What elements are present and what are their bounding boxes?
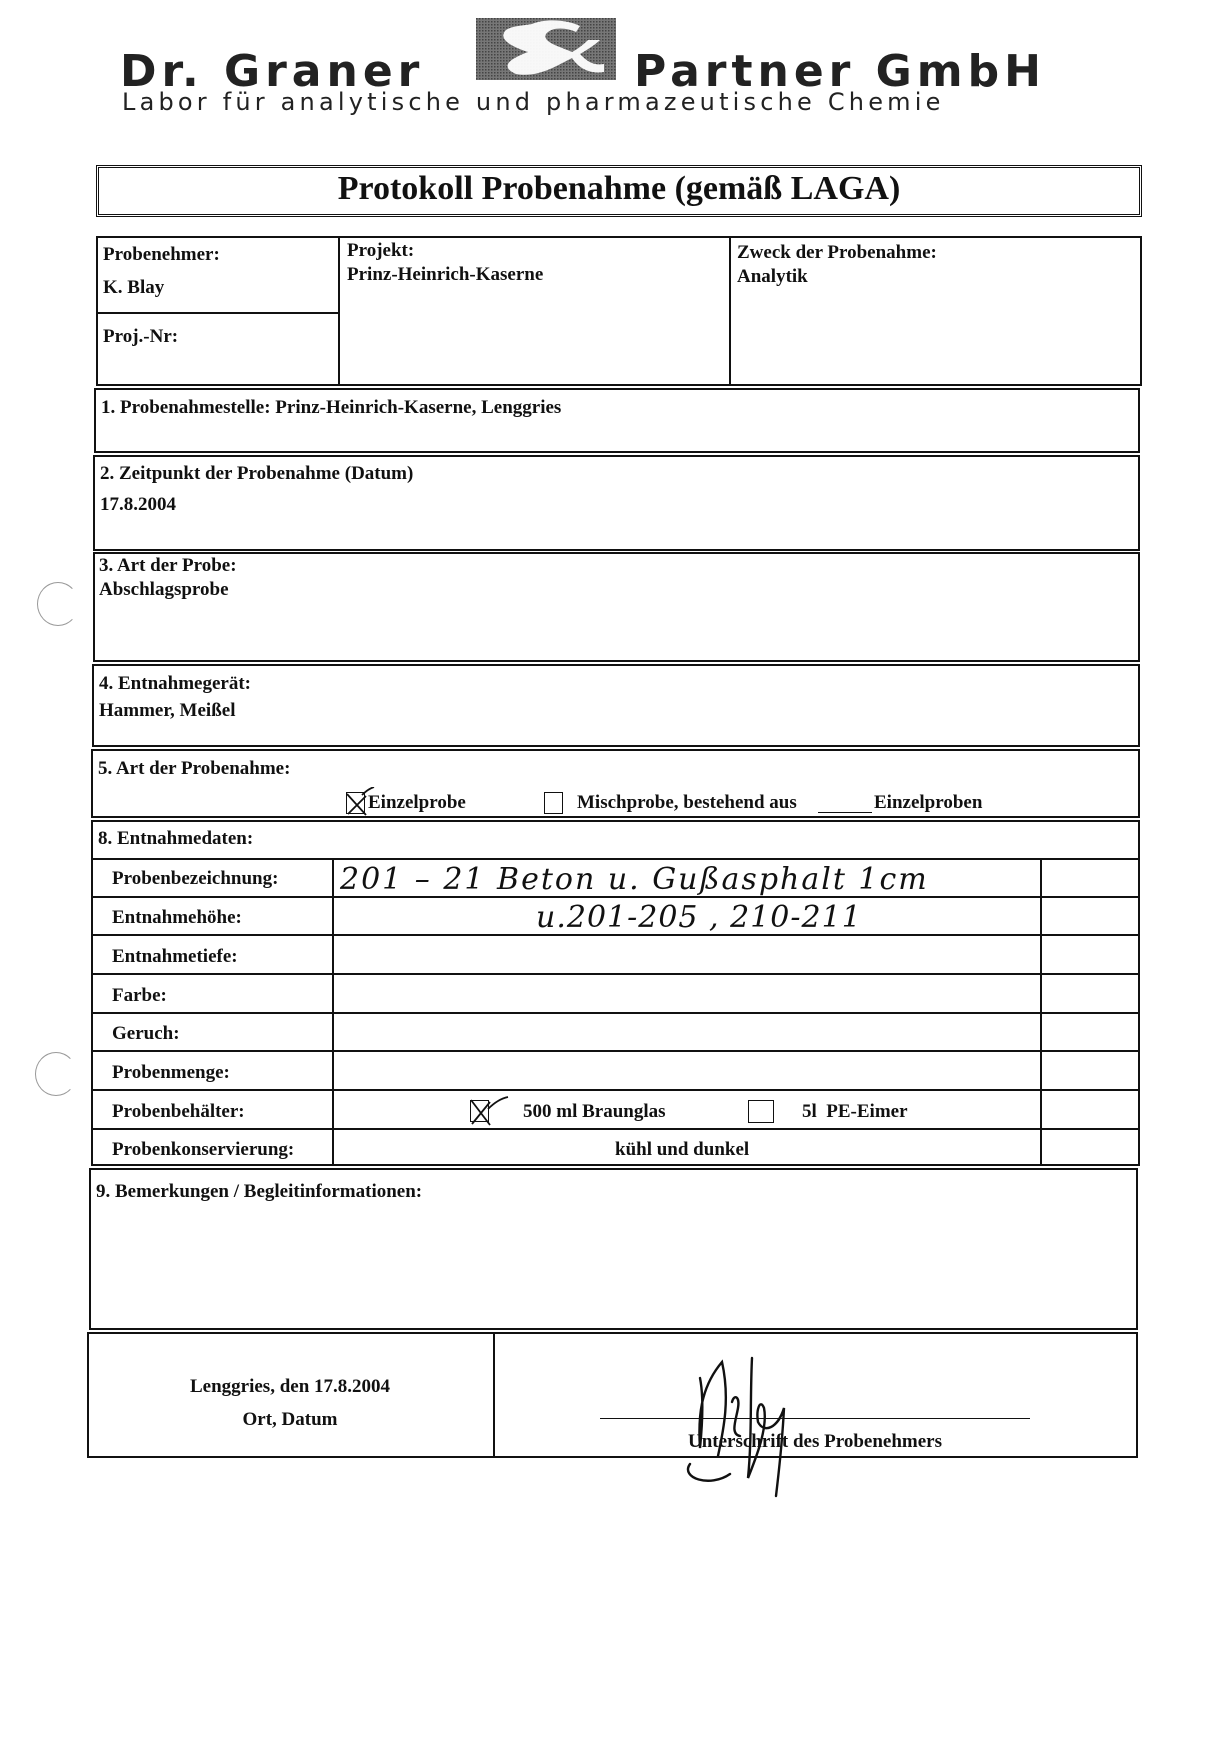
letterhead-name-left: Dr. Graner xyxy=(120,46,425,97)
footer-signature-label: Unterschrift des Probenehmers xyxy=(688,1431,942,1452)
ampersand-logo xyxy=(476,18,616,80)
pe-eimer-checkbox[interactable] xyxy=(748,1100,774,1123)
projekt-label: Projekt: xyxy=(347,240,415,261)
mischprobe-suffix: Einzelproben xyxy=(874,792,983,813)
row-label-probenbezeichnung: Probenbezeichnung: xyxy=(112,868,279,889)
page-title: Protokoll Probenahme (gemäß LAGA) xyxy=(337,170,901,207)
row-label-entnahmehoehe: Entnahmehöhe: xyxy=(112,907,242,928)
signature-image xyxy=(660,1338,820,1498)
section-3-value: Abschlagsprobe xyxy=(99,579,229,600)
punch-hole-bottom xyxy=(35,1052,77,1096)
handwritten-entnahmehoehe: u.201-205 , 210-211 xyxy=(536,900,862,935)
braunglas-label: 500 ml Braunglas xyxy=(523,1101,666,1122)
braunglas-checkbox[interactable] xyxy=(470,1100,489,1122)
projekt-value: Prinz-Heinrich-Kaserne xyxy=(347,264,544,285)
punch-hole-top xyxy=(37,582,79,626)
section-2-value: 17.8.2004 xyxy=(100,494,176,515)
section-4-label: 4. Entnahmegerät: xyxy=(99,673,251,694)
row-label-probenmenge: Probenmenge: xyxy=(112,1062,230,1083)
konservierung-value: kühl und dunkel xyxy=(615,1139,750,1160)
probenehmer-label: Probenehmer: xyxy=(103,244,220,265)
section-9-label: 9. Bemerkungen / Begleitinformationen: xyxy=(96,1181,423,1202)
section-5-label: 5. Art der Probenahme: xyxy=(98,758,291,779)
zweck-value: Analytik xyxy=(737,266,808,287)
row-label-probenkonservierung: Probenkonservierung: xyxy=(112,1139,295,1160)
header-frame xyxy=(96,236,1142,386)
row-label-geruch: Geruch: xyxy=(112,1023,180,1044)
section-8-label: 8. Entnahmedaten: xyxy=(98,828,254,849)
zweck-label: Zweck der Probenahme: xyxy=(737,242,937,263)
handwritten-probenbezeichnung: 201 – 21 Beton u. Gußasphalt 1cm xyxy=(340,862,929,897)
section-3-label: 3. Art der Probe: xyxy=(99,555,237,576)
letterhead-subtitle: Labor für analytische und pharmazeutische Chemie xyxy=(122,88,945,116)
einzelprobe-label: Einzelprobe xyxy=(368,792,466,813)
einzelprobe-checkbox[interactable] xyxy=(346,792,365,814)
mischprobe-checkbox[interactable] xyxy=(544,792,563,814)
section-4-value: Hammer, Meißel xyxy=(99,700,236,721)
row-label-probenbehaelter: Probenbehälter: xyxy=(112,1101,245,1122)
footer-place-date-label: Ort, Datum xyxy=(242,1409,338,1430)
section-1-label: 1. Probenahmestelle: Prinz-Heinrich-Kaserne, Lenggries xyxy=(101,397,562,418)
footer-place-date: Lenggries, den 17.8.2004 xyxy=(189,1376,391,1397)
section-2-label: 2. Zeitpunkt der Probenahme (Datum) xyxy=(100,463,414,484)
probenehmer-value: K. Blay xyxy=(103,277,165,298)
projnr-label: Proj.-Nr: xyxy=(103,326,179,347)
pe-eimer-label: 5l PE-Eimer xyxy=(802,1101,908,1122)
row-label-farbe: Farbe: xyxy=(112,985,167,1006)
row-label-entnahmetiefe: Entnahmetiefe: xyxy=(112,946,238,967)
letterhead-name-right: Partner GmbH xyxy=(634,46,1046,97)
section-3-frame xyxy=(93,552,1140,662)
mischprobe-label: Mischprobe, bestehend aus xyxy=(577,792,797,813)
